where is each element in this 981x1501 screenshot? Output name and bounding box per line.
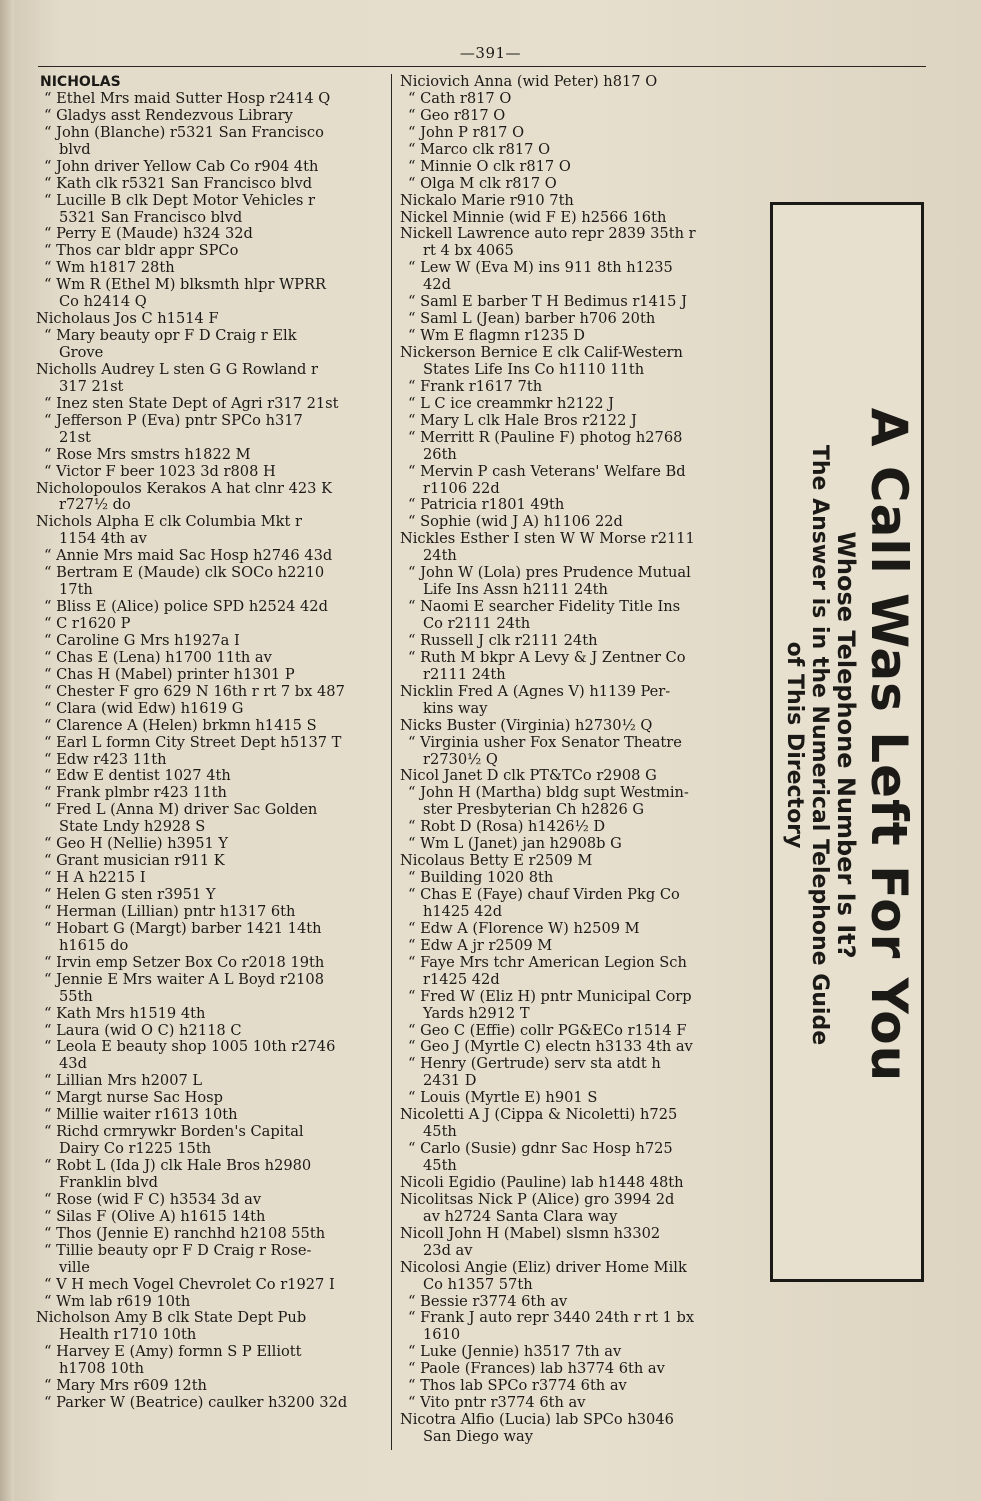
- directory-entry-line: 1154 4th av: [59, 530, 147, 548]
- directory-entry-line: r727½ do: [59, 496, 131, 514]
- directory-entry-line: kins way: [423, 699, 488, 717]
- directory-entry-line: “ H A h2215 I: [44, 869, 146, 887]
- directory-entry-line: “ Thos lab SPCo r3774 6th av: [408, 1377, 627, 1395]
- directory-entry-line: “ Frank plmbr r423 11th: [44, 784, 227, 802]
- directory-entry-line: “ John W (Lola) pres Prudence Mutual: [408, 564, 691, 582]
- directory-entry-line: Nicholaus Jos C h1514 F: [36, 310, 219, 328]
- directory-entry-line: “ John (Blanche) r5321 San Francisco: [44, 123, 324, 141]
- directory-entry-line: “ Wm L (Janet) jan h2908b G: [408, 835, 622, 853]
- directory-entry-line: “ Grant musician r911 K: [44, 852, 225, 870]
- directory-entry-line: “ Fred L (Anna M) driver Sac Golden: [44, 801, 318, 819]
- directory-entry-line: “ Tillie beauty opr F D Craig r Rose-: [44, 1241, 312, 1259]
- directory-entry-line: “ Henry (Gertrude) serv sta atdt h: [408, 1055, 661, 1073]
- directory-entry-line: “ Hobart G (Margt) barber 1421 14th: [44, 919, 322, 937]
- directory-entry-line: “ Geo H (Nellie) h3951 Y: [44, 835, 229, 853]
- directory-entry-line: “ Margt nurse Sac Hosp: [44, 1089, 223, 1107]
- directory-entry-line: r2111 24th: [423, 665, 506, 683]
- directory-entry-line: “ Geo J (Myrtle C) electn h3133 4th av: [408, 1038, 693, 1056]
- directory-entry-line: “ Chas E (Lena) h1700 11th av: [44, 648, 272, 666]
- page-number: —391—: [459, 44, 522, 62]
- directory-entry-line: “ Patricia r1801 49th: [408, 496, 565, 514]
- directory-entry-line: “ L C ice creammkr h2122 J: [408, 394, 615, 412]
- directory-entry-line: “ Clarence A (Helen) brkmn h1415 S: [44, 716, 317, 734]
- directory-entry-line: “ Mary beauty opr F D Craig r Elk: [44, 327, 297, 345]
- directory-entry-line: “ Luke (Jennie) h3517 7th av: [408, 1343, 622, 1361]
- directory-entry-line: “ Kath clk r5321 San Francisco blvd: [44, 174, 313, 192]
- directory-entry-line: “ Chester F gro 629 N 16th r rt 7 bx 487: [44, 682, 345, 700]
- directory-entry-line: “ Rose (wid F C) h3534 3d av: [44, 1190, 262, 1208]
- directory-entry-line: “ Bliss E (Alice) police SPD h2524 42d: [44, 598, 328, 616]
- directory-entry-line: “ Vito pntr r3774 6th av: [408, 1394, 586, 1412]
- directory-entry-line: Life Ins Assn h2111 24th: [423, 581, 608, 599]
- directory-entry-line: Nickles Esther I sten W W Morse r2111: [400, 530, 695, 548]
- directory-entry-line: “ Edw E dentist 1027 4th: [44, 767, 231, 785]
- ad-line-2: The Answer is in the Numerical Telephone Guide: [807, 444, 832, 1046]
- directory-entry-line: 42d: [423, 276, 451, 294]
- directory-entry-line: “ Merritt R (Pauline F) photog h2768: [408, 428, 683, 446]
- directory-entry-line: “ Geo r817 O: [408, 106, 506, 124]
- directory-entry-line: 2431 D: [423, 1072, 477, 1090]
- directory-entry-line: “ Robt D (Rosa) h1426½ D: [408, 818, 606, 836]
- directory-entry-line: “ Laura (wid O C) h2118 C: [44, 1021, 242, 1039]
- directory-entry-line: “ Jennie E Mrs waiter A L Boyd r2108: [44, 970, 325, 988]
- directory-entry-line: “ C r1620 P: [44, 615, 131, 632]
- directory-entry-line: Nicholson Amy B clk State Dept Pub: [36, 1309, 307, 1327]
- directory-entry-line: “ Wm R (Ethel M) blksmth hlpr WPRR: [44, 276, 326, 294]
- directory-entry-line: “ Sophie (wid J A) h1106 22d: [408, 513, 623, 531]
- directory-entry-line: 26th: [423, 445, 457, 463]
- column-divider: [391, 74, 392, 1450]
- directory-entry-line: “ Edw A jr r2509 M: [408, 936, 553, 954]
- directory-entry-line: “ Earl L formn City Street Dept h5137 T: [44, 733, 342, 751]
- directory-entry-line: “ Annie Mrs maid Sac Hosp h2746 43d: [44, 547, 333, 565]
- directory-entry-line: “ V H mech Vogel Chevrolet Co r1927 I: [44, 1275, 335, 1293]
- directory-entry-line: “ Rose Mrs smstrs h1822 M: [44, 445, 251, 463]
- directory-entry-line: “ Mary L clk Hale Bros r2122 J: [408, 411, 637, 429]
- directory-entry-line: ster Presbyterian Ch h2826 G: [423, 801, 645, 819]
- directory-entry-line: “ Saml E barber T H Bedimus r1415 J: [408, 293, 687, 311]
- directory-entry-line: “ Millie waiter r1613 10th: [44, 1106, 238, 1124]
- directory-entry-line: “ Herman (Lillian) pntr h1317 6th: [44, 902, 296, 920]
- advertisement-text: [782, 225, 918, 1265]
- directory-entry-line: “ Silas F (Olive A) h1615 14th: [44, 1207, 266, 1225]
- directory-entry-line: “ Caroline G Mrs h1927a I: [44, 631, 240, 649]
- directory-entry-line: “ Building 1020 8th: [408, 869, 554, 887]
- directory-entry-line: Nicolosi Angie (Eliz) driver Home Milk: [400, 1258, 687, 1276]
- directory-entry-line: Nicks Buster (Virginia) h2730½ Q: [400, 716, 653, 734]
- directory-entry-line: “ Wm E flagmn r1235 D: [408, 327, 585, 345]
- directory-entry-line: “ Geo C (Effie) collr PG&ECo r1514 F: [408, 1021, 687, 1039]
- directory-entry-line: r1106 22d: [423, 479, 500, 497]
- ad-headline: A Call Was Left For You: [860, 407, 918, 1083]
- directory-entry-line: “ Bertram E (Maude) clk SOCo h2210: [44, 564, 325, 582]
- directory-entry-line: “ Lucille B clk Dept Motor Vehicles r: [44, 191, 315, 209]
- directory-entry-line: Niciovich Anna (wid Peter) h817 O: [400, 73, 658, 90]
- directory-entry-line: Nicoletti A J (Cippa & Nicoletti) h725: [400, 1106, 678, 1124]
- directory-entry-line: Nicholls Audrey L sten G G Rowland r: [36, 360, 318, 378]
- surname-heading: NICHOLAS: [40, 74, 121, 90]
- telephone-guide-advertisement: [770, 202, 924, 1282]
- directory-entry-line: “ Richd crmrywkr Borden's Capital: [44, 1123, 304, 1141]
- directory-entry-line: Grove: [59, 344, 104, 361]
- directory-entry-line: Nicholopoulos Kerakos A hat clnr 423 K: [36, 479, 332, 497]
- directory-entry-line: “ Saml L (Jean) barber h706 20th: [408, 310, 656, 328]
- directory-entry-line: 317 21st: [59, 377, 124, 395]
- directory-entry-line: blvd: [59, 140, 91, 158]
- directory-entry-line: “ Jefferson P (Eva) pntr SPCo h317: [44, 411, 303, 429]
- directory-entry-line: 1610: [423, 1326, 461, 1344]
- directory-entry-line: “ Wm h1817 28th: [44, 259, 175, 277]
- directory-entry-line: Nickalo Marie r910 7th: [400, 191, 574, 209]
- directory-entry-line: “ Harvey E (Amy) formn S P Elliott: [44, 1343, 302, 1361]
- directory-entry-line: “ Ruth M bkpr A Levy & J Zentner Co: [408, 648, 686, 666]
- directory-entry-line: 45th: [423, 1123, 457, 1141]
- page-spine-shadow: [0, 0, 14, 1501]
- directory-entry-line: “ Olga M clk r817 O: [408, 174, 557, 192]
- directory-entry-line: “ Mary Mrs r609 12th: [44, 1377, 207, 1395]
- directory-entry-line: “ Parker W (Beatrice) caulker h3200 32d: [44, 1394, 348, 1412]
- directory-entry-line: ville: [59, 1258, 90, 1276]
- directory-entry-line: “ Frank J auto repr 3440 24th r rt 1 bx: [408, 1309, 695, 1327]
- directory-entry-line: 5321 San Francisco blvd: [59, 208, 243, 226]
- directory-entry-line: “ Lew W (Eva M) ins 911 8th h1235: [408, 259, 673, 277]
- directory-entry-line: “ Ethel Mrs maid Sutter Hosp r2414 Q: [44, 89, 331, 107]
- directory-entry-line: “ Edw A (Florence W) h2509 M: [408, 919, 640, 937]
- directory-entry-line: “ Mervin P cash Veterans' Welfare Bd: [408, 462, 686, 480]
- directory-entry-line: “ Virginia usher Fox Senator Theatre: [408, 733, 682, 751]
- directory-entry-line: “ Fred W (Eliz H) pntr Municipal Corp: [408, 987, 692, 1005]
- directory-entry-line: Nicolitsas Nick P (Alice) gro 3994 2d: [400, 1190, 675, 1208]
- directory-entry-line: “ Russell J clk r2111 24th: [408, 631, 598, 649]
- directory-entry-line: Nicol Janet D clk PT&TCo r2908 G: [400, 767, 657, 785]
- directory-entry-line: “ Paole (Frances) lab h3774 6th av: [408, 1360, 665, 1378]
- directory-entry-line: “ Gladys asst Rendezvous Library: [44, 106, 293, 124]
- directory-entry-line: “ Wm lab r619 10th: [44, 1292, 191, 1310]
- directory-entry-line: “ Irvin emp Setzer Box Co r2018 19th: [44, 953, 325, 971]
- directory-entry-line: “ Naomi E searcher Fidelity Title Ins: [408, 598, 681, 616]
- directory-entry-line: San Diego way: [423, 1428, 533, 1445]
- directory-entry-line: 45th: [423, 1157, 457, 1174]
- directory-entry-line: “ Carlo (Susie) gdnr Sac Hosp h725: [408, 1140, 673, 1158]
- directory-entry-line: 17th: [59, 581, 93, 599]
- directory-entry-line: Nicotra Alfio (Lucia) lab SPCo h3046: [400, 1411, 674, 1429]
- directory-entry-line: “ Faye Mrs tchr American Legion Sch: [408, 953, 687, 971]
- directory-entry-line: 43d: [59, 1055, 87, 1073]
- directory-entry-line: Health r1710 10th: [59, 1326, 197, 1344]
- directory-entry-line: “ Robt L (Ida J) clk Hale Bros h2980: [44, 1157, 312, 1174]
- directory-entry-line: “ Thos car bldr appr SPCo: [44, 242, 239, 260]
- directory-entry-line: Co r2111 24th: [423, 615, 531, 632]
- ad-line-3: of This Directory: [782, 641, 807, 849]
- directory-entry-line: Co h1357 57th: [423, 1275, 533, 1293]
- directory-entry-line: State Lndy h2928 S: [59, 818, 206, 836]
- directory-entry-line: “ Chas E (Faye) chauf Virden Pkg Co: [408, 886, 680, 903]
- directory-entry-line: “ Louis (Myrtle E) h901 S: [408, 1089, 598, 1107]
- directory-entry-line: “ Kath Mrs h1519 4th: [44, 1004, 206, 1022]
- directory-entry-line: “ John P r817 O: [408, 123, 525, 141]
- directory-entry-line: 23d av: [423, 1241, 473, 1259]
- directory-entry-line: Nichols Alpha E clk Columbia Mkt r: [36, 513, 302, 531]
- directory-entry-line: “ Minnie O clk r817 O: [408, 157, 571, 175]
- directory-entry-line: “ Lillian Mrs h2007 L: [44, 1072, 203, 1090]
- directory-entry-line: 55th: [59, 987, 93, 1005]
- directory-entry-line: Nicoli Egidio (Pauline) lab h1448 48th: [400, 1173, 684, 1191]
- directory-entry-line: Dairy Co r1225 15th: [59, 1140, 212, 1158]
- directory-entry-line: “ Edw r423 11th: [44, 750, 167, 768]
- left-column: [36, 74, 388, 1412]
- directory-entry-line: rt 4 bx 4065: [423, 242, 514, 260]
- directory-entry-line: States Life Ins Co h1110 11th: [423, 360, 645, 378]
- right-column: [400, 74, 758, 1446]
- directory-entry-line: Co h2414 Q: [59, 293, 147, 311]
- header-rule: [38, 66, 926, 67]
- directory-entry-line: “ Inez sten State Dept of Agri r317 21st: [44, 394, 339, 412]
- directory-entry-line: r1425 42d: [423, 970, 500, 988]
- directory-entry-line: “ Helen G sten r3951 Y: [44, 886, 216, 903]
- directory-entry-line: Nickerson Bernice E clk Calif-Western: [400, 344, 683, 361]
- directory-entry-line: r2730½ Q: [423, 750, 498, 768]
- directory-entry-line: “ Chas H (Mabel) printer h1301 P: [44, 665, 295, 683]
- directory-entry-line: “ Frank r1617 7th: [408, 377, 543, 395]
- directory-entry-line: “ Bessie r3774 6th av: [408, 1292, 568, 1310]
- directory-entry-line: “ Perry E (Maude) h324 32d: [44, 225, 253, 243]
- directory-entry-line: Franklin blvd: [59, 1173, 159, 1191]
- directory-entry-line: “ Leola E beauty shop 1005 10th r2746: [44, 1038, 336, 1056]
- directory-entry-line: 21st: [59, 428, 91, 446]
- directory-entry-line: h1708 10th: [59, 1360, 145, 1378]
- directory-entry-line: “ Cath r817 O: [408, 89, 512, 107]
- directory-entry-line: h1425 42d: [423, 902, 503, 920]
- directory-entry-line: av h2724 Santa Clara way: [423, 1207, 618, 1225]
- directory-entry-line: “ Thos (Jennie E) ranchhd h2108 55th: [44, 1224, 326, 1242]
- directory-entry-line: “ Victor F beer 1023 3d r808 H: [44, 462, 276, 480]
- directory-entry-line: Yards h2912 T: [423, 1004, 530, 1022]
- directory-entry-line: “ John H (Martha) bldg supt Westmin-: [408, 784, 689, 802]
- directory-entry-line: h1615 do: [59, 936, 129, 954]
- directory-entry-line: “ John driver Yellow Cab Co r904 4th: [44, 157, 319, 175]
- directory-entry-line: Nickel Minnie (wid F E) h2566 16th: [400, 208, 667, 226]
- directory-entry-line: “ Marco clk r817 O: [408, 140, 551, 158]
- directory-entry-line: Nicklin Fred A (Agnes V) h1139 Per-: [400, 682, 671, 700]
- directory-entry-line: “ Clara (wid Edw) h1619 G: [44, 699, 244, 717]
- directory-entry-line: Nickell Lawrence auto repr 2839 35th r: [400, 225, 696, 243]
- directory-entry-line: 24th: [423, 547, 457, 565]
- ad-line-1: Whose Telephone Number Is It?: [832, 531, 860, 959]
- directory-entry-line: Nicolaus Betty E r2509 M: [400, 852, 593, 870]
- directory-entry-line: Nicoll John H (Mabel) slsmn h3302: [400, 1224, 661, 1242]
